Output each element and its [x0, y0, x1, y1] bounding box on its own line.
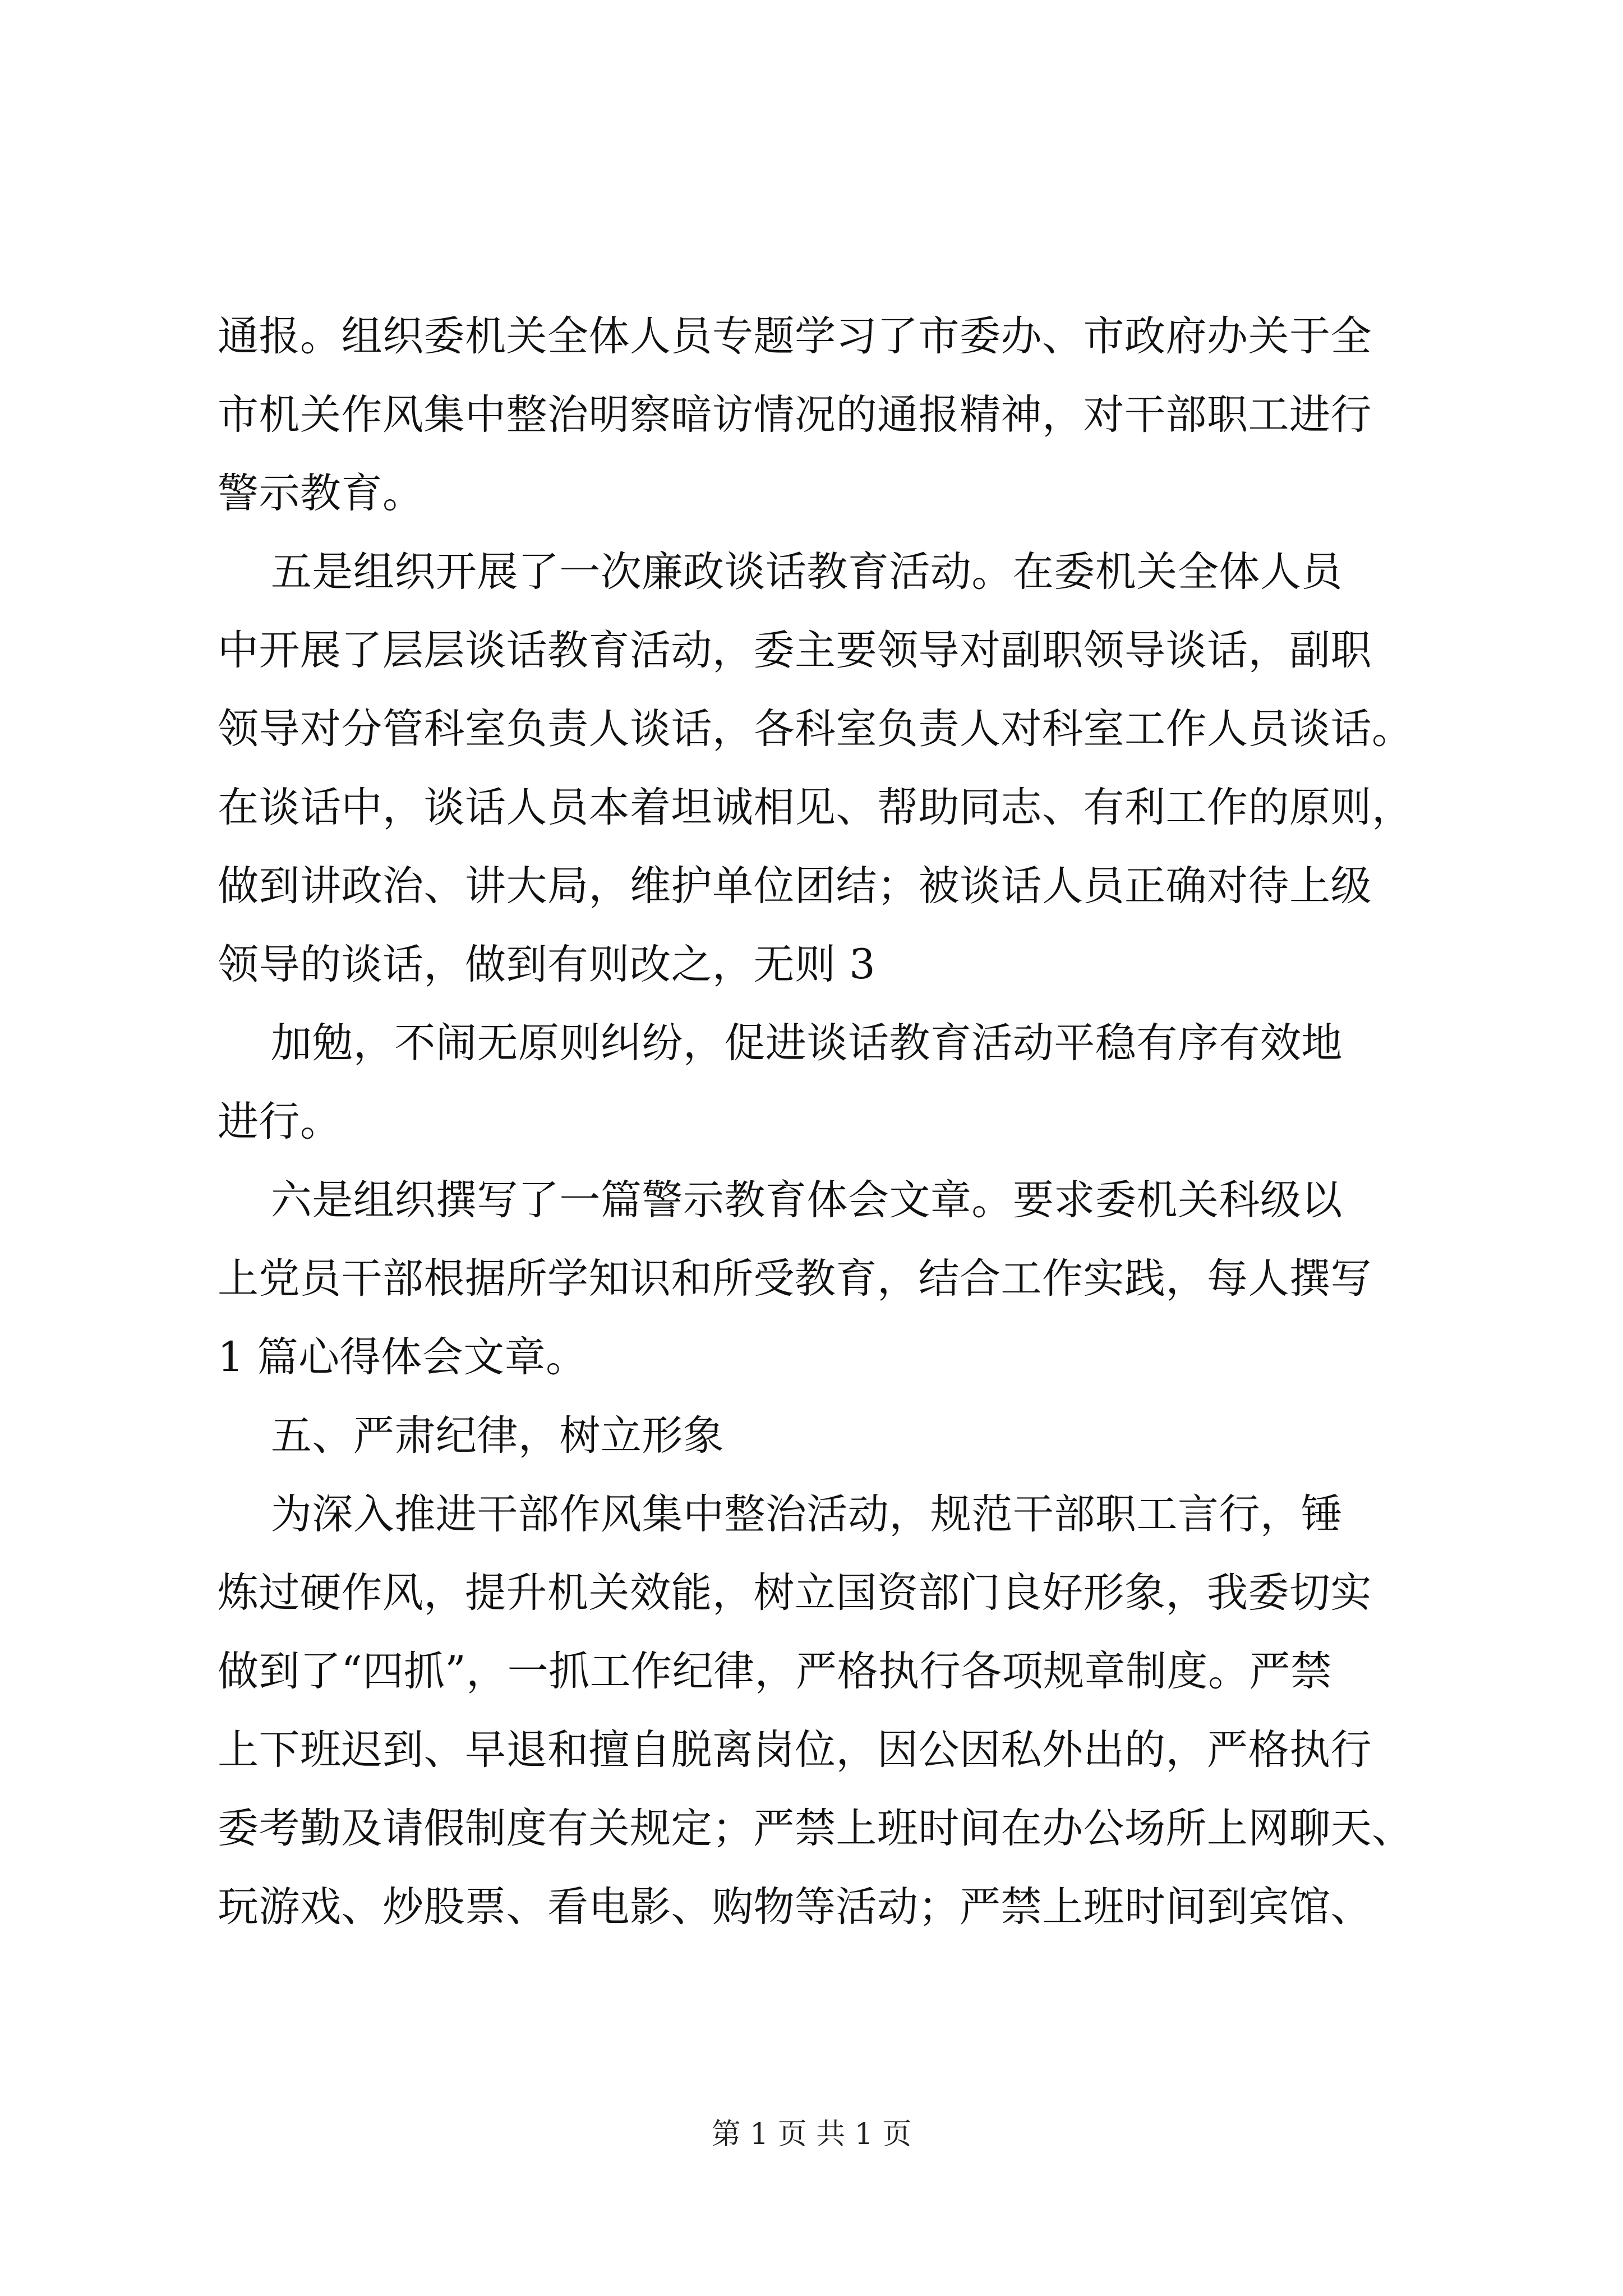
text-line: 领导对分管科室负责人谈话，各科室负责人对科室工作人员谈话。	[218, 705, 1413, 753]
text-line: 做到了“四抓”，一抓工作纪律，严格执行各项规章制度。严禁	[218, 1648, 1332, 1695]
text-line: 市机关作风集中整治明察暗访情况的通报精神，对干部职工进行	[218, 391, 1372, 439]
document-body	[218, 297, 1418, 1947]
section-heading: 五、严肃纪律，树立形象	[218, 1412, 725, 1460]
text-line: 六是组织撰写了一篇警示教育体会文章。要求委机关科级以	[218, 1176, 1343, 1224]
page-number-footer: 第 1 页 共 1 页	[711, 2118, 912, 2151]
text-line: 上党员干部根据所学知识和所受教育，结合工作实践，每人撰写	[218, 1255, 1372, 1303]
text-line: 领导的谈话，做到有则改之，无则 3	[218, 941, 876, 988]
text-line: 五是组织开展了一次廉政谈话教育活动。在委机关全体人员	[218, 548, 1343, 596]
text-line: 中开展了层层谈话教育活动，委主要领导对副职领导谈话，副职	[218, 627, 1372, 674]
text-line: 进行。	[218, 1098, 342, 1145]
text-line: 在谈话中，谈话人员本着坦诚相见、帮助同志、有利工作的原则，	[218, 784, 1413, 831]
text-line: 炼过硬作风，提升机关效能，树立国资部门良好形象，我委切实	[218, 1569, 1372, 1617]
text-line: 委考勤及请假制度有关规定；严禁上班时间在办公场所上网聊天、	[218, 1805, 1413, 1852]
text-line: 做到讲政治、讲大局，维护单位团结；被谈话人员正确对待上级	[218, 862, 1372, 910]
text-line: 玩游戏、炒股票、看电影、购物等活动；严禁上班时间到宾馆、	[218, 1883, 1372, 1931]
text-line: 上下班迟到、早退和擅自脱离岗位，因公因私外出的，严格执行	[218, 1726, 1372, 1774]
text-line: 1 篇心得体会文章。	[218, 1333, 587, 1381]
text-line: 警示教育。	[218, 470, 424, 517]
text-line: 为深入推进干部作风集中整治活动，规范干部职工言行，锤	[218, 1490, 1343, 1538]
text-line: 加勉，不闹无原则纠纷，促进谈话教育活动平稳有序有效地	[218, 1019, 1343, 1067]
text-line: 通报。组织委机关全体人员专题学习了市委办、市政府办关于全	[218, 312, 1372, 360]
